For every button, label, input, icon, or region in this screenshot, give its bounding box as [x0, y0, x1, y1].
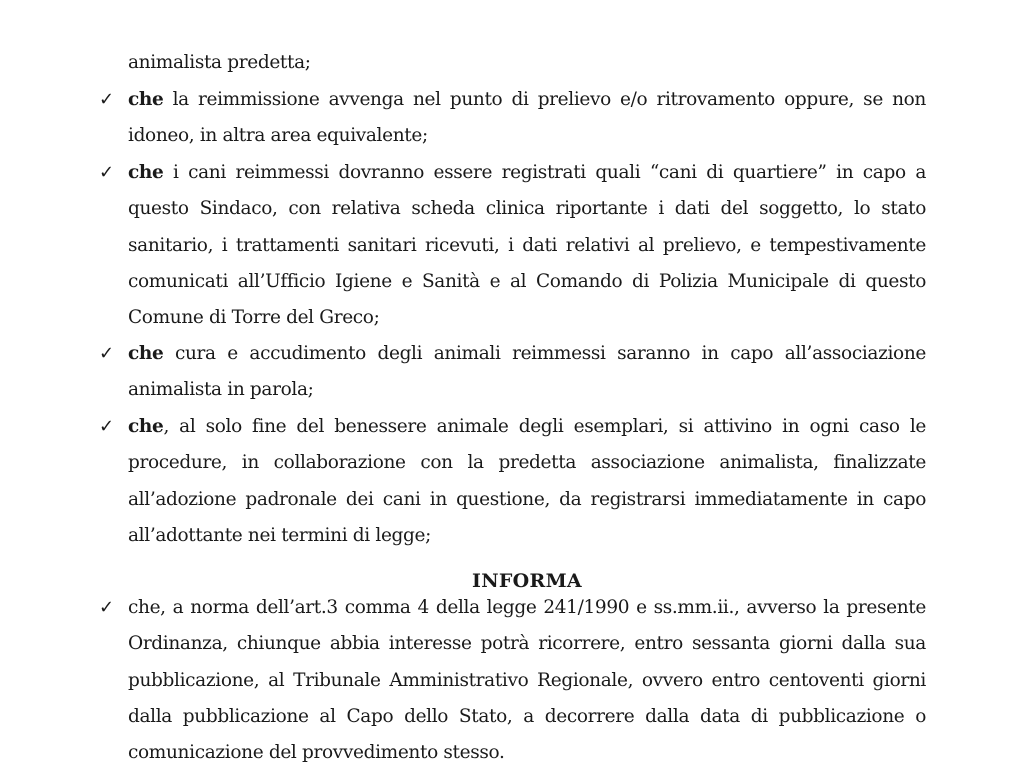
list-item-body: i cani reimmessi dovranno essere registrati quali “cani di quartiere” in capo a questo Sindaco, con relativa scheda clinica riportante i dati del soggetto, lo stato sanitario, i trattamenti sanitari ricevuti, i dati relativi al prelievo, e tempestivamente comunicati all’Ufficio Igiene e Sanità e al Comando di Polizia Municipale di questo Comune di Torre del Greco; — [128, 162, 926, 329]
check-mark-icon: ✓ — [99, 597, 115, 618]
list-item-text — [128, 409, 926, 554]
list-item — [99, 336, 926, 409]
list-item-text — [128, 155, 926, 336]
list-item — [99, 409, 926, 554]
check-mark-icon: ✓ — [99, 89, 115, 110]
section-heading: INFORMA — [472, 570, 582, 592]
list-item-text — [128, 336, 926, 409]
list-item-text — [128, 82, 926, 155]
list-item — [99, 82, 926, 155]
list-item — [99, 155, 926, 336]
check-mark-icon: ✓ — [99, 416, 115, 437]
check-mark-icon: ✓ — [99, 343, 115, 364]
list-item-text: che, a norma dell’art.3 comma 4 della legge 241/1990 e ss.mm.ii., avverso la presente Ordinanza, chiunque abbia interesse potrà ricorrere, entro sessanta giorni dalla sua pubblicazione, al Tribunale Amministrativo Regionale, ovvero entro centoventi giorni dalla pubblicazione al Capo dello Stato, a decorrere dalla data di pubblicazione o comunicazione del provvedimento stesso. — [128, 597, 926, 764]
check-mark-icon: ✓ — [99, 162, 115, 183]
list-item-keyword: che — [128, 162, 164, 183]
list-item-keyword: che — [128, 343, 164, 364]
continuation-text: animalista predetta; — [128, 52, 311, 73]
list-item-body: cura e accudimento degli animali reimmessi saranno in capo all’associazione animalista in parola; — [128, 343, 926, 401]
list-item-body: , al solo fine del benessere animale degli esemplari, si attivino in ogni caso le procedure, in collaborazione con la predetta associazione animalista, finalizzate all’adozione padronale dei cani in questione, da registrarsi immediatamente in capo all’adottante nei termini di legge; — [128, 416, 926, 546]
list-item-body: la reimmissione avvenga nel punto di prelievo e/o ritrovamento oppure, se non idoneo, in altra area equivalente; — [128, 89, 926, 147]
list-item-keyword: che — [128, 416, 164, 437]
list-item — [99, 590, 926, 771]
list-item-keyword: che — [128, 89, 164, 110]
